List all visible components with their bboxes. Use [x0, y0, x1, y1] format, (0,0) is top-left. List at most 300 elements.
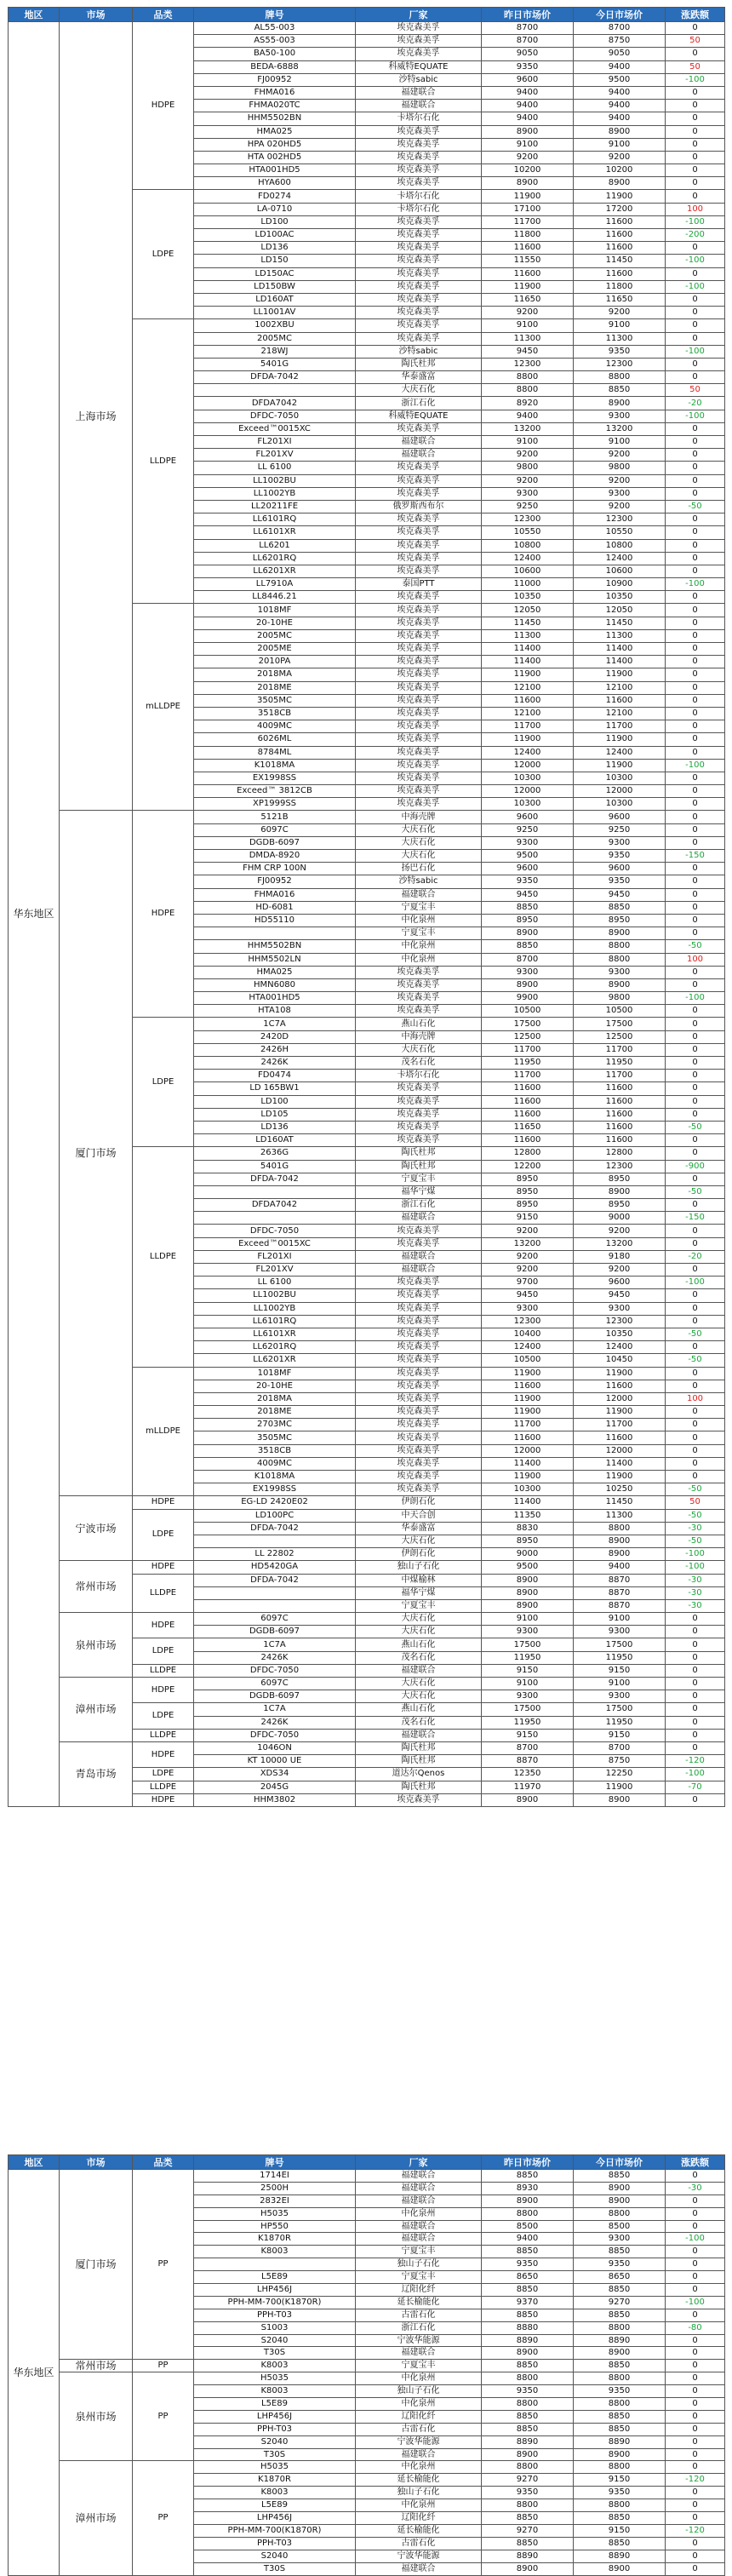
producer-cell: 茂名石化 [356, 1057, 482, 1070]
grade-cell: 2426K [194, 1716, 356, 1729]
grade-cell: KT 10000 UE [194, 1755, 356, 1768]
category-cell: LDPE [133, 1703, 194, 1729]
today-price-cell: 9150 [574, 1729, 666, 1741]
yesterday-price-cell: 11600 [482, 267, 574, 280]
producer-cell: 埃克森美孚 [356, 280, 482, 293]
change-cell: 0 [666, 901, 725, 914]
producer-cell: 埃克森美孚 [356, 656, 482, 668]
grade-cell: 2005MC [194, 629, 356, 642]
yesterday-price-cell: 11650 [482, 1121, 574, 1133]
change-cell: 0 [666, 966, 725, 978]
today-price-cell: 9200 [574, 474, 666, 487]
yesterday-price-cell: 9800 [482, 462, 574, 474]
producer-cell: 埃克森美孚 [356, 177, 482, 190]
producer-cell: 福华宁煤 [356, 1586, 482, 1599]
producer-cell: 埃克森美孚 [356, 1328, 482, 1340]
producer-cell: 埃克森美孚 [356, 681, 482, 694]
change-cell: 0 [666, 1419, 725, 1431]
producer-cell: 埃克森美孚 [356, 785, 482, 798]
change-cell: 0 [666, 2334, 725, 2347]
producer-cell: 福建联合 [356, 2347, 482, 2360]
producer-cell: 埃克森美孚 [356, 707, 482, 720]
category-cell: LLDPE [133, 1664, 194, 1677]
yesterday-price-cell: 12100 [482, 681, 574, 694]
yesterday-price-cell: 9350 [482, 875, 574, 888]
today-price-cell: 11900 [574, 1781, 666, 1793]
today-price-cell: 11300 [574, 1509, 666, 1522]
grade-cell: LD105 [194, 1108, 356, 1121]
producer-cell: 福建联合 [356, 436, 482, 449]
change-cell: 0 [666, 1018, 725, 1030]
yesterday-price-cell: 17500 [482, 1018, 574, 1030]
today-price-cell: 8850 [574, 2410, 666, 2423]
producer-cell: 宁波华能源 [356, 2550, 482, 2562]
market-cell: 厦门市场 [60, 811, 133, 1496]
producer-cell: 中化泉州 [356, 2207, 482, 2220]
producer-cell: 埃克森美孚 [356, 629, 482, 642]
producer-cell: 埃克森美孚 [356, 138, 482, 151]
change-cell: -50 [666, 500, 725, 513]
table-row [9, 1561, 725, 1574]
yesterday-price-cell: 10300 [482, 798, 574, 811]
yesterday-price-cell: 8800 [482, 2398, 574, 2411]
grade-cell: FHMA016 [194, 888, 356, 901]
producer-cell: 大庆石化 [356, 1690, 482, 1703]
change-cell: 0 [666, 1030, 725, 1043]
yesterday-price-cell: 10550 [482, 526, 574, 539]
yesterday-price-cell: 9300 [482, 1626, 574, 1638]
today-price-cell: 11900 [574, 190, 666, 203]
producer-cell: 埃克森美孚 [356, 319, 482, 332]
grade-cell: LL6201XR [194, 565, 356, 577]
today-price-cell: 11700 [574, 720, 666, 733]
yesterday-price-cell: 9200 [482, 1264, 574, 1277]
yesterday-price-cell: 9400 [482, 2233, 574, 2246]
today-price-cell: 12800 [574, 1147, 666, 1160]
change-cell: 0 [666, 811, 725, 823]
today-price-cell: 8850 [574, 2360, 666, 2372]
today-price-cell: 10300 [574, 772, 666, 784]
today-price-cell: 17500 [574, 1018, 666, 1030]
change-cell: -900 [666, 1160, 725, 1173]
yesterday-price-cell: 8900 [482, 2347, 574, 2360]
grade-cell: HP550 [194, 2220, 356, 2233]
producer-cell: 陶氏杜邦 [356, 1755, 482, 1768]
producer-cell: 埃克森美孚 [356, 164, 482, 177]
grade-cell: 2010PA [194, 656, 356, 668]
yesterday-price-cell: 8850 [482, 2246, 574, 2258]
producer-cell: 埃克森美孚 [356, 1444, 482, 1457]
producer-cell: 埃克森美孚 [356, 1419, 482, 1431]
grade-cell: HHM5502BN [194, 940, 356, 953]
grade-cell: HHM3802 [194, 1793, 356, 1806]
today-price-cell: 8850 [574, 901, 666, 914]
change-cell: -100 [666, 1277, 725, 1289]
table-row [9, 1496, 725, 1509]
grade-cell: H5035 [194, 2461, 356, 2474]
grade-cell: HD-6081 [194, 901, 356, 914]
today-price-cell: 8870 [574, 1586, 666, 1599]
change-cell: 0 [666, 2423, 725, 2435]
today-price-cell: 9400 [574, 86, 666, 99]
yesterday-price-cell: 9450 [482, 1289, 574, 1302]
grade-cell: LL 22802 [194, 1548, 356, 1561]
today-price-cell: 11700 [574, 1070, 666, 1082]
yesterday-price-cell: 11600 [482, 1095, 574, 1108]
today-price-cell: 11400 [574, 1457, 666, 1470]
today-price-cell: 8900 [574, 2448, 666, 2461]
change-cell: -50 [666, 940, 725, 953]
grade-cell: FJ00952 [194, 73, 356, 86]
grade-cell: HTA 002HD5 [194, 151, 356, 164]
yesterday-price-cell: 11900 [482, 1367, 574, 1380]
grade-cell: PPH-MM-700(K1870R) [194, 2296, 356, 2309]
yesterday-price-cell: 8850 [482, 2284, 574, 2297]
producer-cell: 大庆石化 [356, 1535, 482, 1547]
grade-cell: LD160AT [194, 1134, 356, 1147]
change-cell: -100 [666, 992, 725, 1005]
market-cell: 常州市场 [60, 1561, 133, 1613]
change-cell: 0 [666, 1651, 725, 1664]
today-price-cell: 12300 [574, 513, 666, 526]
yesterday-price-cell: 12000 [482, 1444, 574, 1457]
today-price-cell: 12000 [574, 1392, 666, 1405]
grade-cell: 1714EI [194, 2170, 356, 2183]
grade-cell: LL1002BU [194, 1289, 356, 1302]
grade-cell: LA-0710 [194, 203, 356, 215]
grade-cell: LL20211FE [194, 500, 356, 513]
grade-cell: K1018MA [194, 759, 356, 772]
grade-cell: DFDA7042 [194, 1199, 356, 1212]
yesterday-price-cell: 10400 [482, 1328, 574, 1340]
producer-cell: 宁波华能源 [356, 2435, 482, 2448]
change-cell: 0 [666, 164, 725, 177]
today-price-cell: 10350 [574, 1328, 666, 1340]
producer-cell: 埃克森美孚 [356, 151, 482, 164]
grade-cell: S2040 [194, 2334, 356, 2347]
change-cell: 0 [666, 2284, 725, 2297]
yesterday-price-cell: 12400 [482, 552, 574, 565]
change-cell: 0 [666, 2309, 725, 2321]
grade-cell [194, 1185, 356, 1198]
change-cell: 0 [666, 1108, 725, 1121]
column-header: 牌号 [194, 2155, 356, 2170]
change-cell: 0 [666, 2435, 725, 2448]
yesterday-price-cell: 12100 [482, 707, 574, 720]
today-price-cell: 8900 [574, 978, 666, 991]
today-price-cell: 9800 [574, 992, 666, 1005]
yesterday-price-cell: 8700 [482, 22, 574, 35]
change-cell: 0 [666, 1341, 725, 1354]
producer-cell: 沙特sabic [356, 73, 482, 86]
column-header: 昨日市场价 [482, 8, 574, 22]
grade-cell: K1018MA [194, 1471, 356, 1483]
grade-cell: 2018MA [194, 668, 356, 681]
producer-cell: 福建联合 [356, 2182, 482, 2194]
grade-cell: 2018ME [194, 681, 356, 694]
yesterday-price-cell: 17500 [482, 1638, 574, 1651]
producer-cell: 中化泉州 [356, 2372, 482, 2385]
grade-cell: DFDA-7042 [194, 1522, 356, 1535]
yesterday-price-cell: 9400 [482, 86, 574, 99]
change-cell: 0 [666, 2258, 725, 2271]
grade-cell: 6026ML [194, 733, 356, 746]
change-cell: 0 [666, 1793, 725, 1806]
producer-cell: 埃克森美孚 [356, 1108, 482, 1121]
change-cell: 0 [666, 526, 725, 539]
producer-cell: 埃克森美孚 [356, 604, 482, 617]
change-cell: 0 [666, 293, 725, 306]
grade-cell: Exceed™0015XC [194, 422, 356, 435]
change-cell: 0 [666, 267, 725, 280]
yesterday-price-cell: 8950 [482, 1185, 574, 1198]
yesterday-price-cell: 9350 [482, 2258, 574, 2271]
change-cell: 0 [666, 1367, 725, 1380]
today-price-cell: 8890 [574, 2334, 666, 2347]
pe-header-row [9, 8, 725, 22]
yesterday-price-cell: 9370 [482, 2296, 574, 2309]
grade-cell: L5E89 [194, 2398, 356, 2411]
yesterday-price-cell: 11000 [482, 578, 574, 591]
grade-cell: H5035 [194, 2207, 356, 2220]
yesterday-price-cell: 11900 [482, 733, 574, 746]
change-cell: 0 [666, 2372, 725, 2385]
producer-cell: 埃克森美孚 [356, 565, 482, 577]
change-cell: 0 [666, 358, 725, 370]
today-price-cell: 9200 [574, 1225, 666, 1237]
today-price-cell: 9300 [574, 836, 666, 849]
producer-cell: 古雷石化 [356, 2537, 482, 2550]
change-cell: 0 [666, 1134, 725, 1147]
today-price-cell: 8900 [574, 1793, 666, 1806]
change-cell: 0 [666, 422, 725, 435]
producer-cell: 大庆石化 [356, 384, 482, 397]
producer-cell: 陶氏杜邦 [356, 1147, 482, 1160]
today-price-cell: 8800 [574, 2461, 666, 2474]
grade-cell: HMN6080 [194, 978, 356, 991]
today-price-cell: 11600 [574, 1095, 666, 1108]
today-price-cell: 9300 [574, 966, 666, 978]
today-price-cell: 9350 [574, 2385, 666, 2398]
grade-cell: PPH-T03 [194, 2423, 356, 2435]
producer-cell: 中化泉州 [356, 940, 482, 953]
grade-cell: LD100 [194, 1095, 356, 1108]
yesterday-price-cell: 12400 [482, 1341, 574, 1354]
producer-cell: 福建联合 [356, 2194, 482, 2207]
today-price-cell: 11600 [574, 1082, 666, 1095]
producer-cell: 福建联合 [356, 100, 482, 112]
producer-cell: 福建联合 [356, 1264, 482, 1277]
yesterday-price-cell: 8850 [482, 2423, 574, 2435]
producer-cell: 伊朗石化 [356, 1548, 482, 1561]
yesterday-price-cell: 8800 [482, 2499, 574, 2512]
producer-cell: 燕山石化 [356, 1638, 482, 1651]
today-price-cell: 11450 [574, 255, 666, 267]
today-price-cell: 12400 [574, 1341, 666, 1354]
yesterday-price-cell: 10200 [482, 164, 574, 177]
change-cell: 0 [666, 1444, 725, 1457]
producer-cell: 埃克森美孚 [356, 1457, 482, 1470]
producer-cell: 宁夏宝丰 [356, 927, 482, 940]
today-price-cell: 8800 [574, 2321, 666, 2334]
producer-cell: 陶氏杜邦 [356, 358, 482, 370]
producer-cell: 埃克森美孚 [356, 1341, 482, 1354]
grade-cell: K8003 [194, 2246, 356, 2258]
category-cell: HDPE [133, 811, 194, 1018]
today-price-cell: 9600 [574, 811, 666, 823]
change-cell: -120 [666, 1755, 725, 1768]
change-cell: 0 [666, 1457, 725, 1470]
grade-cell: K8003 [194, 2360, 356, 2372]
grade-cell [194, 2258, 356, 2271]
change-cell: 0 [666, 462, 725, 474]
grade-cell: LD136 [194, 1121, 356, 1133]
producer-cell: 福建联合 [356, 2220, 482, 2233]
yesterday-price-cell: 8800 [482, 384, 574, 397]
change-cell: 0 [666, 2487, 725, 2499]
yesterday-price-cell: 8830 [482, 1522, 574, 1535]
yesterday-price-cell: 8870 [482, 1755, 574, 1768]
grade-cell: 2018ME [194, 1406, 356, 1419]
today-price-cell: 12100 [574, 707, 666, 720]
change-cell: 0 [666, 591, 725, 604]
yesterday-price-cell: 9400 [482, 112, 574, 125]
today-price-cell: 11300 [574, 629, 666, 642]
change-cell: 0 [666, 151, 725, 164]
producer-cell: 沙特sabic [356, 345, 482, 358]
producer-cell: 埃克森美孚 [356, 487, 482, 500]
yesterday-price-cell: 8950 [482, 914, 574, 927]
producer-cell: 埃克森美孚 [356, 552, 482, 565]
category-cell: mLLDPE [133, 604, 194, 811]
today-price-cell: 8950 [574, 1173, 666, 1185]
yesterday-price-cell: 9100 [482, 436, 574, 449]
change-cell: 0 [666, 1289, 725, 1302]
table-row [9, 811, 725, 823]
producer-cell: 埃克森美孚 [356, 1225, 482, 1237]
column-header: 涨跌额 [666, 2155, 725, 2170]
today-price-cell: 9100 [574, 1678, 666, 1690]
producer-cell: 埃克森美孚 [356, 617, 482, 629]
producer-cell: 大庆石化 [356, 1678, 482, 1690]
column-header: 品类 [133, 8, 194, 22]
yesterday-price-cell: 9100 [482, 1678, 574, 1690]
grade-cell [194, 1586, 356, 1599]
today-price-cell: 11600 [574, 229, 666, 242]
yesterday-price-cell: 8900 [482, 1574, 574, 1586]
grade-cell: LD150 [194, 255, 356, 267]
category-cell: PP [133, 2461, 194, 2575]
change-cell: 0 [666, 694, 725, 707]
yesterday-price-cell: 8920 [482, 397, 574, 410]
grade-cell: FL201XI [194, 1250, 356, 1263]
yesterday-price-cell: 11400 [482, 656, 574, 668]
today-price-cell: 8900 [574, 1548, 666, 1561]
producer-cell: 福建联合 [356, 86, 482, 99]
producer-cell: 科威特EQUATE [356, 410, 482, 422]
producer-cell: 宁波华能源 [356, 2334, 482, 2347]
yesterday-price-cell: 9250 [482, 823, 574, 836]
yesterday-price-cell: 8900 [482, 927, 574, 940]
today-price-cell: 8800 [574, 953, 666, 966]
yesterday-price-cell: 9200 [482, 1250, 574, 1263]
yesterday-price-cell: 11700 [482, 1419, 574, 1431]
change-cell: 0 [666, 1678, 725, 1690]
yesterday-price-cell: 8850 [482, 2537, 574, 2550]
grade-cell: 5401G [194, 1160, 356, 1173]
yesterday-price-cell: 9900 [482, 992, 574, 1005]
change-cell: -100 [666, 2233, 725, 2246]
category-cell: LDPE [133, 1018, 194, 1147]
table-row [9, 1613, 725, 1626]
table-row [9, 2372, 725, 2385]
yesterday-price-cell: 11600 [482, 1134, 574, 1147]
producer-cell: 埃克森美孚 [356, 1471, 482, 1483]
yesterday-price-cell: 8890 [482, 2550, 574, 2562]
producer-cell: 宁夏宝丰 [356, 2246, 482, 2258]
grade-cell: PPH-T03 [194, 2537, 356, 2550]
yesterday-price-cell: 11600 [482, 694, 574, 707]
today-price-cell: 12300 [574, 1315, 666, 1328]
category-cell: LLDPE [133, 319, 194, 604]
pp-header-row [9, 2155, 725, 2170]
today-price-cell: 9000 [574, 1212, 666, 1225]
grade-cell: LL1002YB [194, 487, 356, 500]
today-price-cell: 9300 [574, 1690, 666, 1703]
yesterday-price-cell: 11900 [482, 1406, 574, 1419]
yesterday-price-cell: 10350 [482, 591, 574, 604]
today-price-cell: 9300 [574, 2233, 666, 2246]
yesterday-price-cell: 9050 [482, 48, 574, 60]
producer-cell: 埃克森美孚 [356, 759, 482, 772]
producer-cell: 宁夏宝丰 [356, 1599, 482, 1612]
yesterday-price-cell: 8880 [482, 2321, 574, 2334]
grade-cell: DFDC-7050 [194, 1225, 356, 1237]
change-cell: 0 [666, 772, 725, 784]
change-cell: 0 [666, 2562, 725, 2575]
grade-cell: 2703MC [194, 1419, 356, 1431]
today-price-cell: 9450 [574, 1289, 666, 1302]
today-price-cell: 9300 [574, 487, 666, 500]
today-price-cell: 8900 [574, 397, 666, 410]
change-cell: -150 [666, 850, 725, 863]
yesterday-price-cell: 9500 [482, 1561, 574, 1574]
grade-cell: S2040 [194, 2550, 356, 2562]
grade-cell: K8003 [194, 2385, 356, 2398]
grade-cell: 1018MF [194, 1367, 356, 1380]
pp-price-table [8, 2154, 725, 2576]
producer-cell: 宁夏宝丰 [356, 2271, 482, 2284]
today-price-cell: 8850 [574, 384, 666, 397]
today-price-cell: 9400 [574, 60, 666, 73]
grade-cell: LD100PC [194, 1509, 356, 1522]
grade-cell: LL1001AV [194, 307, 356, 319]
yesterday-price-cell: 10500 [482, 1354, 574, 1367]
category-cell: HDPE [133, 1613, 194, 1638]
producer-cell: 埃克森美孚 [356, 293, 482, 306]
today-price-cell: 11900 [574, 1406, 666, 1419]
yesterday-price-cell: 12000 [482, 759, 574, 772]
grade-cell: LL 6100 [194, 1277, 356, 1289]
grade-cell: DFDC-7050 [194, 410, 356, 422]
yesterday-price-cell: 11900 [482, 280, 574, 293]
change-cell: 100 [666, 1392, 725, 1405]
yesterday-price-cell: 11600 [482, 242, 574, 255]
yesterday-price-cell: 8950 [482, 1199, 574, 1212]
change-cell: 50 [666, 35, 725, 48]
producer-cell: 埃克森美孚 [356, 539, 482, 552]
change-cell: -100 [666, 1561, 725, 1574]
